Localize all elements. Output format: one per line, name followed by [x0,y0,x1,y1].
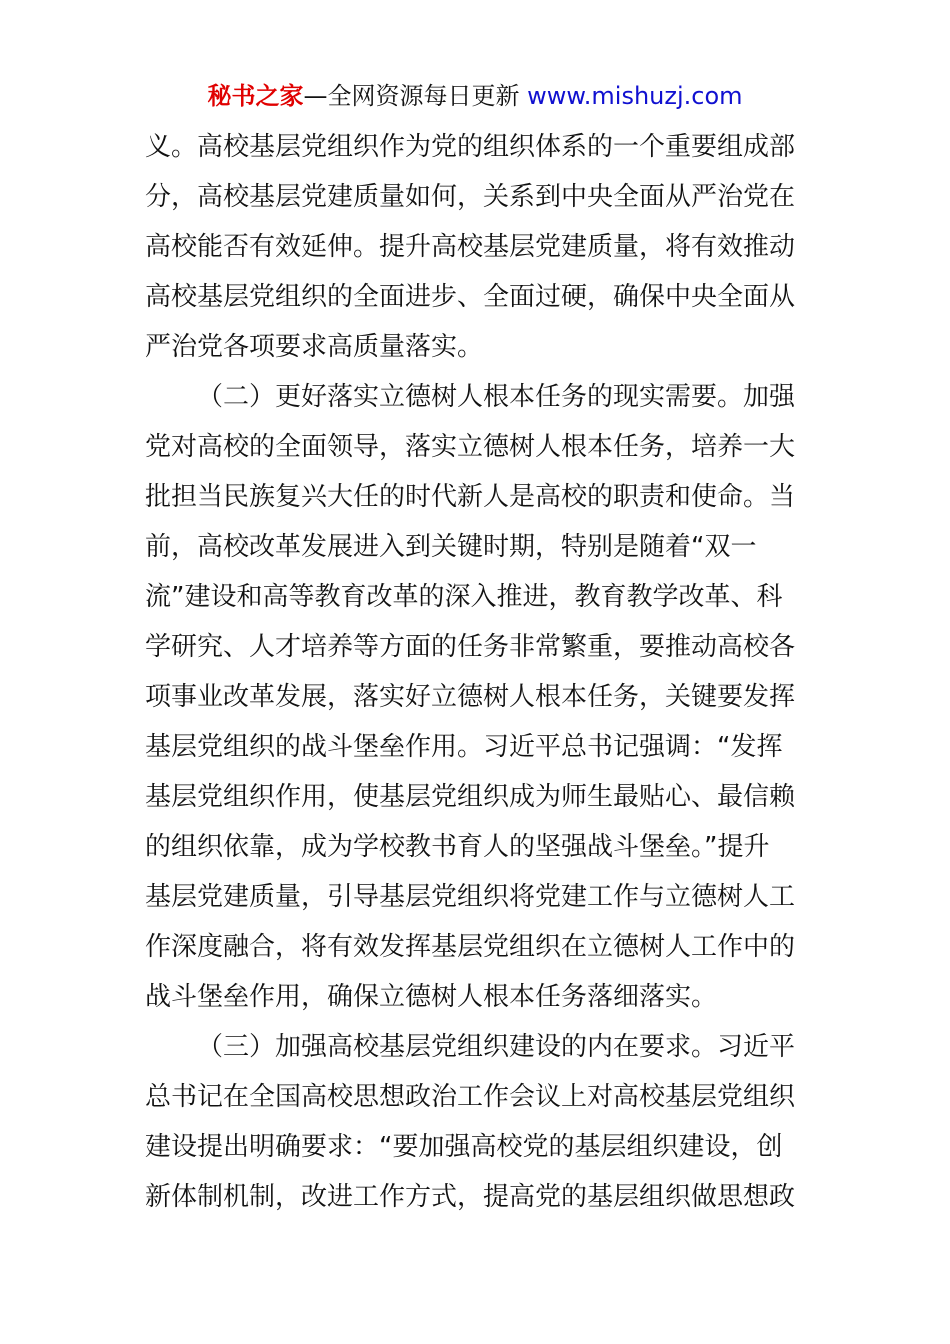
text-line: 新体制机制，改进工作方式，提高党的基层组织做思想政 [145,1182,796,1212]
text-line: 义。高校基层党组织作为党的组织体系的一个重要组成部 [145,132,796,162]
page-header [0,80,950,112]
text-line: 流”建设和高等教育改革的深入推进，教育教学改革、科 [145,582,783,612]
text-line: 作深度融合，将有效发挥基层党组织在立德树人工作中的 [145,932,796,962]
text-line: 项事业改革发展，落实好立德树人根本任务，关键要发挥 [145,682,796,712]
text-line: 高校能否有效延伸。提升高校基层党建质量，将有效推动 [145,232,796,262]
text-line: 批担当民族复兴大任的时代新人是高校的职责和使命。当 [145,482,796,512]
text-line: 分，高校基层党建质量如何，关系到中央全面从严治党在 [145,182,796,212]
text-line: 学研究、人才培养等方面的任务非常繁重，要推动高校各 [145,632,796,662]
text-line: 前，高校改革发展进入到关键时期，特别是随着“双一 [145,532,757,562]
text-line: 高校基层党组织的全面进步、全面过硬，确保中央全面从 [145,282,796,312]
text-line: 总书记在全国高校思想政治工作会议上对高校基层党组织 [145,1082,796,1112]
section-heading-2: （二）更好落实立德树人根本任务的现实需要。加强 [197,382,796,412]
text-line: 基层党组织作用，使基层党组织成为师生最贴心、最信赖 [145,782,796,812]
text-line: 严治党各项要求高质量落实。 [145,332,484,362]
brand-name: 秘书之家 [207,82,304,110]
text-line: 的组织依靠，成为学校教书育人的坚强战斗堡垒。”提升 [145,832,770,862]
section-heading-3: （三）加强高校基层党组织建设的内在要求。习近平 [197,1032,796,1062]
text-line: 基层党建质量，引导基层党组织将党建工作与立德树人工 [145,882,796,912]
text-line: 党对高校的全面领导，落实立德树人根本任务，培养一大 [145,432,796,462]
document-body [145,122,810,1222]
header-tagline: —全网资源每日更新 [303,82,528,110]
text-line: 基层党组织的战斗堡垒作用。习近平总书记强调：“发挥 [145,732,783,762]
text-line: 建设提出明确要求：“要加强高校党的基层组织建设，创 [145,1132,783,1162]
site-url-link[interactable]: www.mishuzj.com [527,82,743,110]
text-line: 战斗堡垒作用，确保立德树人根本任务落细落实。 [145,982,718,1012]
